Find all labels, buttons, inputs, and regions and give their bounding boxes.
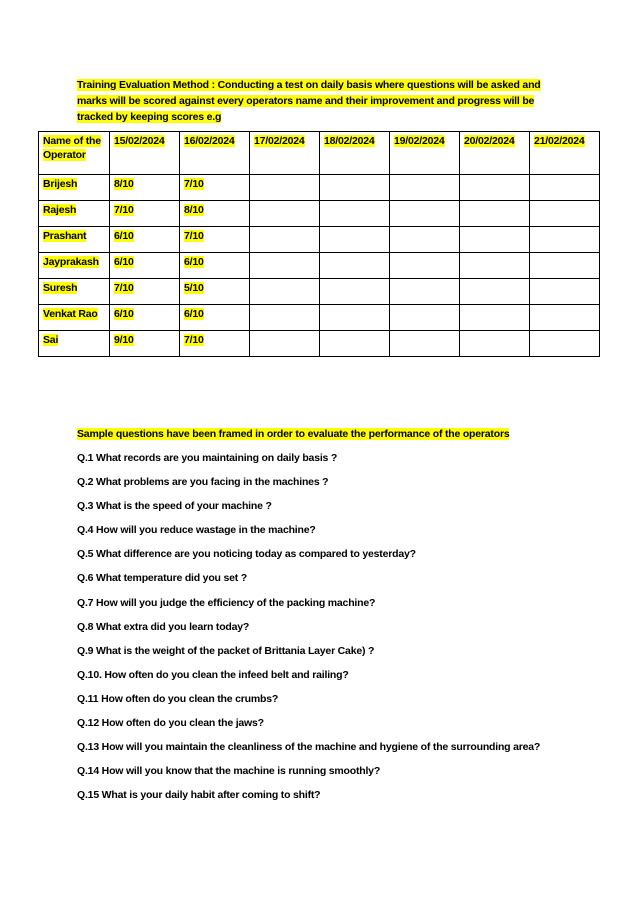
operator-name-cell: Sai: [39, 331, 110, 357]
table-row: [39, 331, 600, 357]
score-cell: 8/10: [110, 175, 180, 201]
score-cell: 5/10: [180, 279, 250, 305]
header-cell: 15/02/2024: [110, 132, 180, 175]
score-cell: [390, 227, 460, 253]
question-item: Q.4 How will you reduce wastage in the machine?: [77, 524, 316, 537]
score-cell: [320, 227, 390, 253]
score-cell: [320, 253, 390, 279]
table-row: [39, 305, 600, 331]
score-cell: [250, 175, 320, 201]
score-cell: [530, 305, 600, 331]
score-cell: [460, 331, 530, 357]
score-cell: 6/10: [180, 253, 250, 279]
score-cell: [250, 305, 320, 331]
operator-name-cell: Brijesh: [39, 175, 110, 201]
score-cell: [320, 175, 390, 201]
score-cell: [460, 279, 530, 305]
score-cell: [390, 305, 460, 331]
score-cell: [460, 175, 530, 201]
score-cell: [250, 279, 320, 305]
intro-paragraph: [77, 77, 557, 125]
score-cell: [530, 279, 600, 305]
question-item: Q.13 How will you maintain the cleanliness of the machine and hygiene of the surrounding area?: [77, 741, 541, 754]
intro-text: Training Evaluation Method : Conducting a test on daily basis where questions will be asked and marks will be scored against every operators name and their improvement and progress will be tracked by keeping scores e.g: [77, 79, 541, 123]
score-cell: [390, 201, 460, 227]
question-item: Q.6 What temperature did you set ?: [77, 572, 247, 585]
score-cell: [320, 331, 390, 357]
score-cell: [460, 305, 530, 331]
question-item: Q.14 How will you know that the machine is running smoothly?: [77, 765, 381, 778]
operator-name-cell: Venkat Rao: [39, 305, 110, 331]
question-item: Q.11 How often do you clean the crumbs?: [77, 692, 279, 705]
score-cell: [530, 253, 600, 279]
question-item: Q.10. How often do you clean the infeed belt and railing?: [77, 668, 349, 681]
question-list: [77, 451, 540, 812]
score-cell: [460, 227, 530, 253]
score-cell: 7/10: [180, 331, 250, 357]
table-row: [39, 175, 600, 201]
score-cell: [250, 227, 320, 253]
operator-name-cell: Jayprakash: [39, 253, 110, 279]
score-cell: [460, 253, 530, 279]
score-cell: 6/10: [110, 227, 180, 253]
table-row: [39, 227, 600, 253]
header-cell: 17/02/2024: [250, 132, 320, 175]
score-cell: [320, 279, 390, 305]
question-item: Q.2 What problems are you facing in the machines ?: [77, 476, 329, 489]
header-cell: 18/02/2024: [320, 132, 390, 175]
question-item: Q.12 How often do you clean the jaws?: [77, 717, 264, 730]
score-cell: 7/10: [110, 279, 180, 305]
question-item: Q.9 What is the weight of the packet of Brittania Layer Cake) ?: [77, 644, 375, 657]
score-cell: [390, 331, 460, 357]
score-cell: [250, 201, 320, 227]
question-item: Q.3 What is the speed of your machine ?: [77, 500, 272, 513]
score-cell: [460, 201, 530, 227]
score-cell: 7/10: [180, 175, 250, 201]
table-row: [39, 279, 600, 305]
score-cell: 8/10: [180, 201, 250, 227]
score-cell: 6/10: [110, 253, 180, 279]
score-cell: 6/10: [110, 305, 180, 331]
question-item: Q.5 What difference are you noticing today as compared to yesterday?: [77, 548, 416, 561]
header-cell: 20/02/2024: [460, 132, 530, 175]
question-item: Q.1 What records are you maintaining on daily basis ?: [77, 452, 338, 464]
score-cell: [250, 331, 320, 357]
header-cell: Name of the Operator: [39, 132, 110, 175]
score-cell: [390, 279, 460, 305]
score-table: [38, 131, 600, 357]
question-item: Q.7 How will you judge the efficiency of the packing machine?: [77, 596, 376, 609]
header-cell: 21/02/2024: [530, 132, 600, 175]
score-cell: [390, 253, 460, 279]
operator-name-cell: Rajesh: [39, 201, 110, 227]
score-cell: 7/10: [180, 227, 250, 253]
operator-name-cell: Suresh: [39, 279, 110, 305]
score-cell: [530, 227, 600, 253]
score-cell: 6/10: [180, 305, 250, 331]
score-cell: 7/10: [110, 201, 180, 227]
table-row: [39, 253, 600, 279]
score-cell: [530, 175, 600, 201]
score-cell: 9/10: [110, 331, 180, 357]
score-cell: [530, 201, 600, 227]
header-cell: 16/02/2024: [180, 132, 250, 175]
score-cell: [530, 331, 600, 357]
table-row: [39, 201, 600, 227]
sample-questions-heading: Sample questions have been framed in order to evaluate the performance of the operators: [77, 428, 510, 440]
score-cell: [250, 253, 320, 279]
score-cell: [390, 175, 460, 201]
question-item: Q.15 What is your daily habit after coming to shift?: [77, 789, 321, 802]
question-item: Q.8 What extra did you learn today?: [77, 620, 250, 633]
score-cell: [320, 305, 390, 331]
header-cell: 19/02/2024: [390, 132, 460, 175]
operator-name-cell: Prashant: [39, 227, 110, 253]
score-cell: [320, 201, 390, 227]
table-body: [39, 175, 600, 357]
table-header-row: [39, 132, 600, 175]
